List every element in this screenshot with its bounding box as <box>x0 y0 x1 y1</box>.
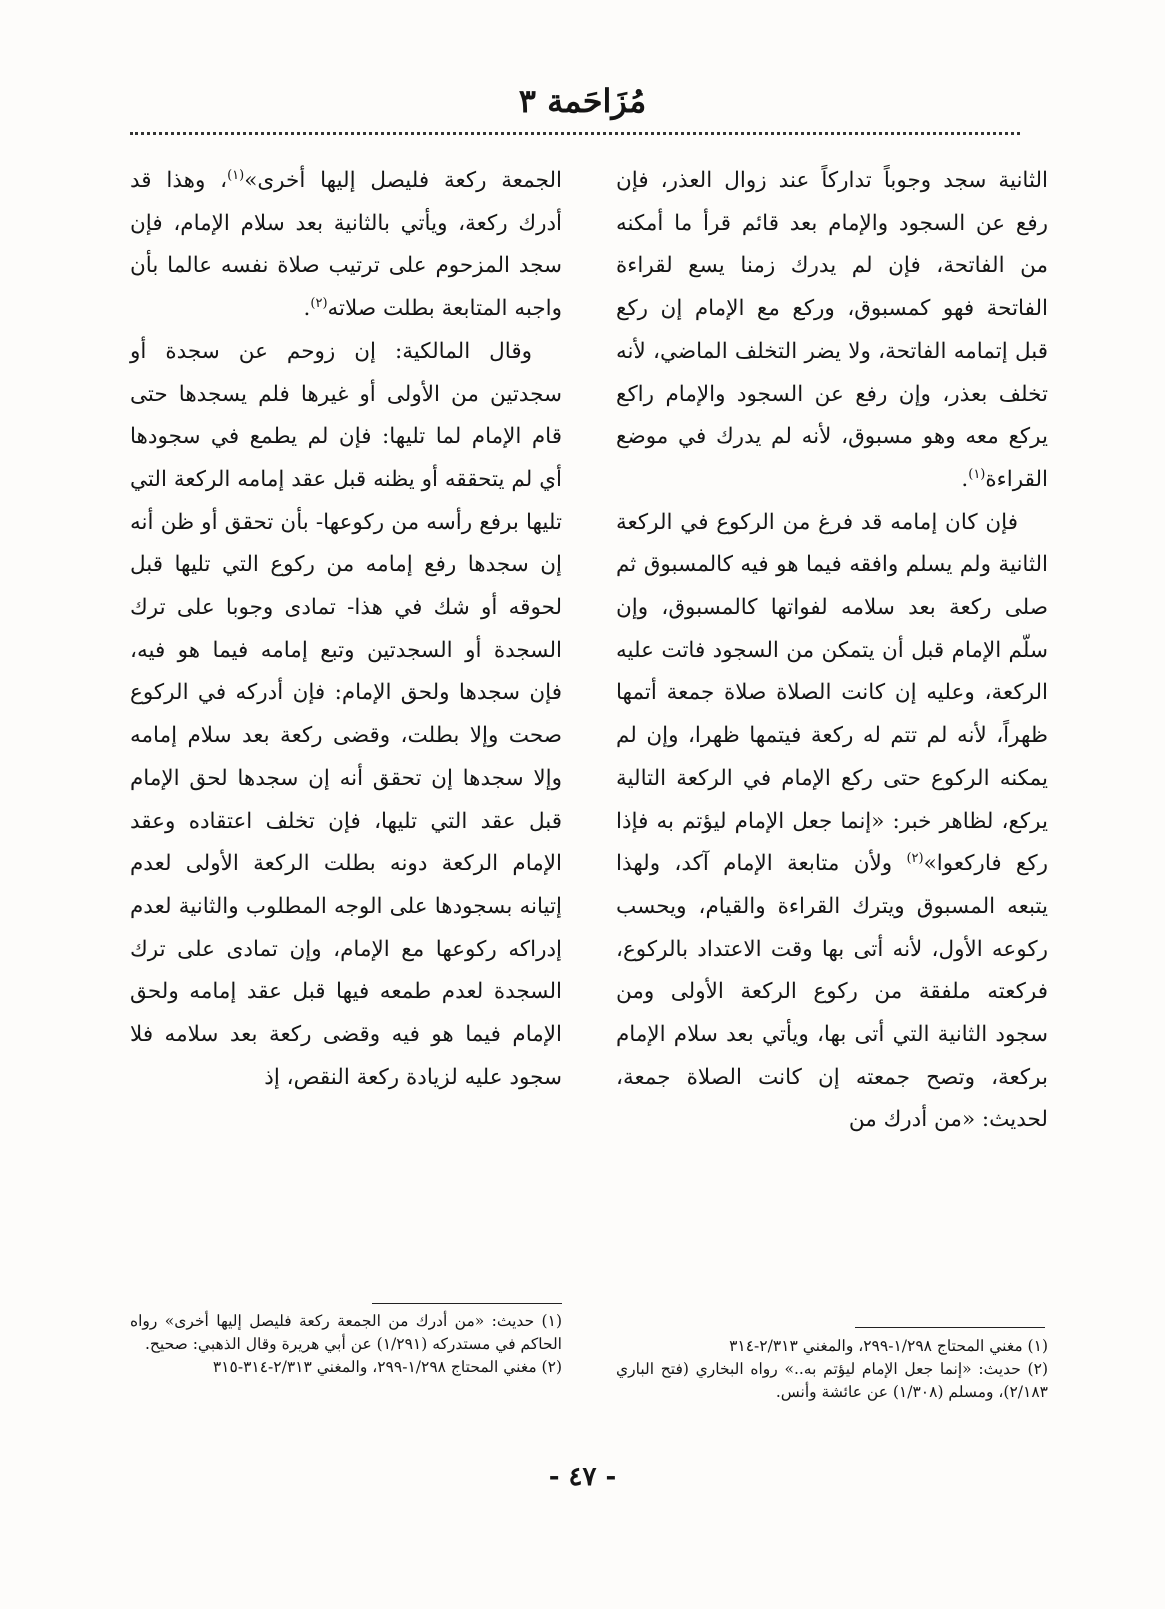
footnote-separator <box>372 1303 562 1304</box>
paragraph-text: وقال المالكية: إن زوحم عن سجدة أو سجدتين من الأولى أو غيرها فلم يسجدها حتى قام الإمام لما تليها: فإن لم يطمع في سجودها أي لم يتحققه أو يظنه قبل عقد إمامه الركعة التي تليها برفع رأسه من ركوعها- بأن تحقق أو ظن أنه إن سجدها رفع إمامه من ركوع التي تليها قبل لحوقه أو شك في هذا- تمادى وجوبا على ترك السجدة أو السجدتين وتبع إمامه فيما هو فيه، فإن سجدها ولحق الإمام: فإن أدركه في الركوع صحت وإلا بطلت، وقضى ركعة بعد سلام إمامه وإلا سجدها إن تحقق أنه إن سجدها لحق الإمام قبل عقد التي تليها، فإن تخلف اعتقاده وعقد الإمام الركعة دونه بطلت الركعة الأولى لعدم إتيانه بسجودها على الوجه المطلوب والثانية لعدم إدراكه ركوعها مع الإمام، وإن تمادى على ترك السجدة لعدم طمعه فيها قبل عقد إمامه ولحق الإمام فيما هو فيه وقضى ركعة بعد سلامه فلا سجود عليه لزيادة ركعة النقص، إذ <box>130 338 562 1090</box>
footnote: (١) حديث: «من أدرك من الجمعة ركعة فليصل إليها أخرى» رواه الحاكم في مستدركه (١/٢٩١) عن أبي هريرة وقال الذهبي: صحيح. <box>130 1312 562 1353</box>
paragraph-text: الثانية سجد وجوباً تداركاً عند زوال العذر، فإن رفع عن السجود والإمام بعد قائم قرأ ما أمكنه من الفاتحة، فإن لم يدرك زمنا يسع لقراءة الفاتحة فهو كمسبوق، وركع مع الإمام إن ركع قبل إتمامه الفاتحة، ولا يضر التخلف الماضي، لأنه تخلف بعذر، وإن رفع عن السجود والإمام راكع يركع معه وهو مسبوق، لأنه لم يدرك في موضع القراءة <box>616 168 1048 492</box>
page-header-title: مُزَاحَمة ٣ <box>518 82 647 120</box>
right-text-column <box>616 160 1048 1142</box>
footnote-separator <box>855 1327 1045 1328</box>
paragraph <box>616 502 1048 1143</box>
paragraph <box>616 160 1048 502</box>
paragraph-text: ولأن متابعة الإمام آكد، ولهذا يتبعه المسبوق ويترك القراءة والقيام، ويحسب ركوعه الأول، لأنه أتى بها وقت الاعتداد بالركوع، فركعته ملفقة من ركوع الركعة الأولى ومن سجود الثانية التي أتى بها، ويأتي بعد سلام الإمام بركعة، وتصح جمعته إن كانت الصلاة جمعة، لحديث: «من أدرك من <box>616 851 1048 1133</box>
footnote: (١) مغني المحتاج ١/٢٩٨-٢٩٩، والمغني ٢/٣١٣-٣١٤ <box>729 1337 1048 1355</box>
footnote-ref: (٢) <box>906 851 924 867</box>
header-dotted-rule <box>130 132 1020 135</box>
footnote-ref: (١) <box>968 466 986 482</box>
footnote-ref: (٢) <box>310 295 328 311</box>
footnote: (٢) مغني المحتاج ١/٢٩٨-٢٩٩، والمغني ٢/٣١٣-٣١٤-٣١٥ <box>212 1358 562 1376</box>
paragraph <box>130 160 562 331</box>
right-footnotes <box>616 1335 1048 1404</box>
paragraph <box>130 331 562 1100</box>
left-footnotes <box>130 1310 562 1379</box>
paragraph-text: فإن كان إمامه قد فرغ من الركوع في الركعة الثانية ولم يسلم وافقه فيما هو فيه كالمسبوق ثم صلى ركعة بعد سلامه لفواتها كالمسبوق، وإن سلّم الإمام قبل أن يتمكن من السجود فاتت عليه الركعة، وعليه إن كانت الصلاة صلاة جمعة أتمها ظهراً، لأنه لم تتم له ركعة فيتمها ظهرا، وإن لم يمكنه الركوع حتى ركع الإمام في الركعة التالية يركع، لظاهر خبر: «إنما جعل الإمام ليؤتم به فإذا ركع فاركعوا» <box>616 509 1048 877</box>
paragraph-text: . <box>961 466 969 492</box>
footnote-ref: (١) <box>227 167 245 183</box>
paragraph-text: . <box>303 296 311 322</box>
paragraph-text: الجمعة ركعة فليصل إليها أخرى» <box>244 168 562 193</box>
left-text-column <box>130 160 562 1099</box>
paragraph-text: ، وهذا قد أدرك ركعة، ويأتي بالثانية بعد سلام الإمام، فإن سجد المزحوم على ترتيب صلاة نفسه عالما بأن واجبه المتابعة بطلت صلاته <box>130 168 562 322</box>
page-number: - ٤٧ - <box>548 1462 617 1492</box>
footnote: (٢) حديث: «إنما جعل الإمام ليؤتم به..» رواه البخاري (فتح الباري ٢/١٨٣)، ومسلم (١/٣٠٨) عن عائشة وأنس. <box>616 1360 1048 1401</box>
